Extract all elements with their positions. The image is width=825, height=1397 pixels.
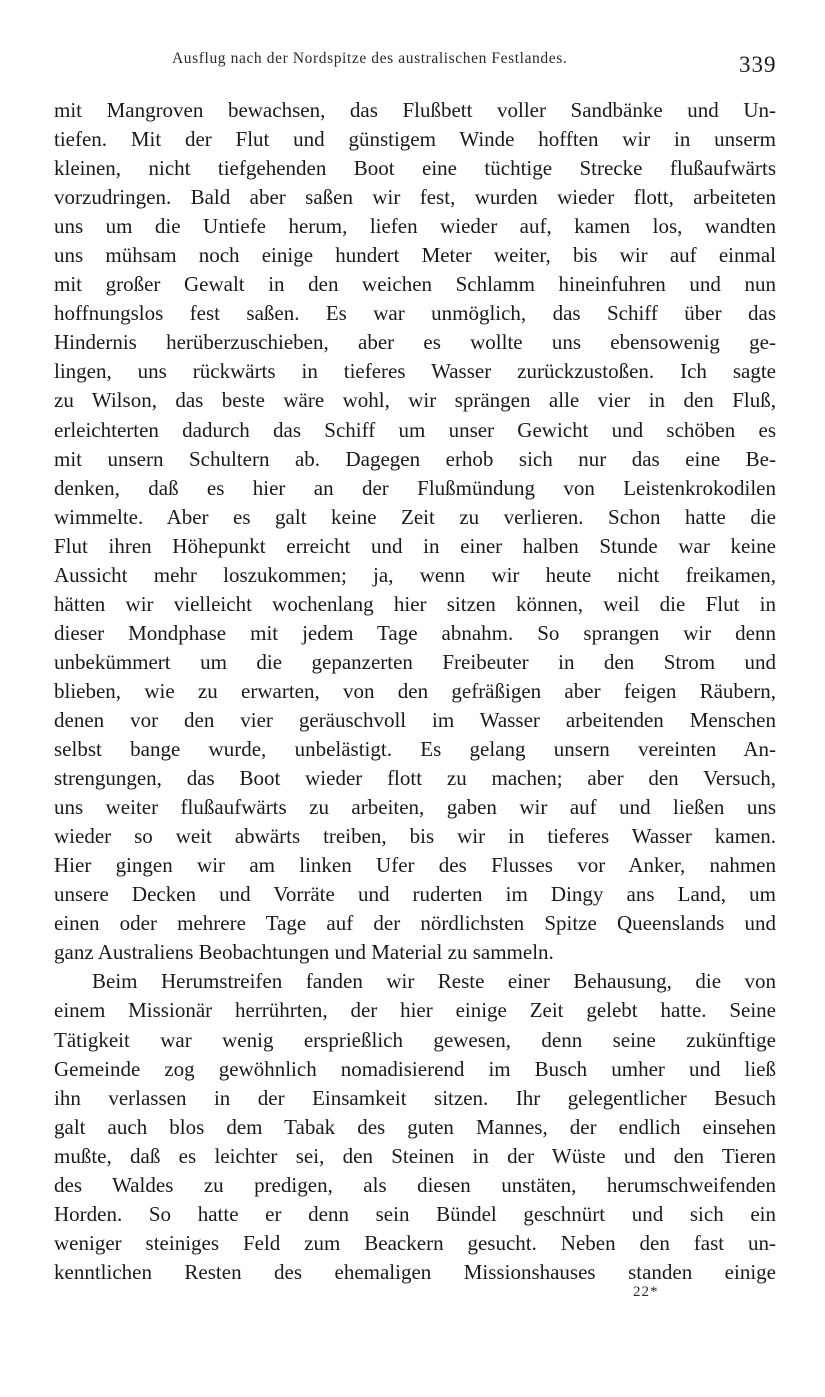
text-line: Tätigkeit war wenig ersprießlich gewesen, denn seine zukünftige: [54, 1027, 776, 1052]
text-line: Beim Herumstreifen fanden wir Reste einer Behausung, die von: [92, 969, 776, 994]
text-line: Horden. So hatte er denn sein Bündel geschnürt und sich ein: [54, 1201, 776, 1226]
text-line: lingen, uns rückwärts in tieferes Wasser zurückzustoßen. Ich sagte: [54, 359, 776, 384]
text-line: uns mühsam noch einige hundert Meter weiter, bis wir auf einmal: [54, 243, 776, 268]
text-line: Aussicht mehr loszukommen; ja, wenn wir heute nicht freikamen,: [54, 562, 776, 587]
text-line: unsere Decken und Vorräte und ruderten im Dingy ans Land, um: [54, 882, 776, 907]
text-line: hoffnungslos fest saßen. Es war unmöglich, das Schiff über das: [54, 301, 776, 326]
text-line: Flut ihren Höhepunkt erreicht und in einer halben Stunde war keine: [54, 533, 776, 558]
text-line: Gemeinde zog gewöhnlich nomadisierend im Busch umher und ließ: [54, 1056, 776, 1081]
text-line: mit großer Gewalt in den weichen Schlamm hineinfuhren und nun: [54, 272, 776, 297]
text-line: zu Wilson, das beste wäre wohl, wir sprängen alle vier in den Fluß,: [54, 388, 776, 413]
text-line: selbst bange wurde, unbelästigt. Es gelang unsern vereinten An-: [54, 737, 776, 762]
text-line: ihn verlassen in der Einsamkeit sitzen. Ihr gelegentlicher Besuch: [54, 1085, 776, 1110]
text-line: uns weiter flußaufwärts zu arbeiten, gaben wir auf und ließen uns: [54, 795, 776, 820]
text-line: weniger steiniges Feld zum Beackern gesucht. Neben den fast un-: [54, 1230, 776, 1255]
signature-mark: 22*: [633, 1284, 659, 1300]
text-line: wieder so weit abwärts treiben, bis wir in tieferes Wasser kamen.: [54, 824, 776, 849]
text-line: dieser Mondphase mit jedem Tage abnahm. So sprangen wir denn: [54, 620, 776, 645]
text-line: mit Mangroven bewachsen, das Flußbett voller Sandbänke und Un-: [54, 98, 776, 122]
text-line: Hier gingen wir am linken Ufer des Flusses vor Anker, nahmen: [54, 853, 776, 878]
text-line: einen oder mehrere Tage auf der nördlichsten Spitze Queenslands und: [54, 911, 776, 936]
text-line: ganz Australiens Beobachtungen und Material zu sammeln.: [54, 940, 554, 965]
text-line: einem Missionär herrührten, der hier einige Zeit gelebt hatte. Seine: [54, 998, 776, 1023]
page-number: 339: [739, 52, 777, 77]
text-line: galt auch blos dem Tabak des guten Mannes, der endlich einsehen: [54, 1114, 776, 1139]
text-line: uns um die Untiefe herum, liefen wieder auf, kamen los, wandten: [54, 214, 776, 239]
text-line: tiefen. Mit der Flut und günstigem Winde hofften wir in unserm: [54, 127, 776, 152]
running-head: Ausflug nach der Nordspitze des australischen Festlandes.: [172, 50, 568, 67]
text-line: hätten wir vielleicht wochenlang hier sitzen können, weil die Flut in: [54, 591, 776, 616]
text-line: denen vor den vier geräuschvoll im Wasser arbeitenden Menschen: [54, 707, 776, 732]
text-line: denken, daß es hier an der Flußmündung von Leistenkrokodilen: [54, 475, 776, 500]
text-line: mußte, daß es leichter sei, den Steinen in der Wüste und den Tieren: [54, 1143, 776, 1168]
text-line: mit unsern Schultern ab. Dagegen erhob sich nur das eine Be-: [54, 446, 776, 471]
text-line: Hindernis herüberzuschieben, aber es wollte uns ebensowenig ge-: [54, 330, 776, 355]
text-line: vorzudringen. Bald aber saßen wir fest, wurden wieder flott, arbeiteten: [54, 185, 776, 210]
body-text: [54, 96, 776, 1287]
text-line: des Waldes zu predigen, als diesen unstäten, herumschweifenden: [54, 1172, 776, 1197]
text-line: kleinen, nicht tiefgehenden Boot eine tüchtige Strecke flußaufwärts: [54, 156, 776, 181]
text-line: erleichterten dadurch das Schiff um unser Gewicht und schöben es: [54, 417, 776, 442]
text-line: wimmelte. Aber es galt keine Zeit zu verlieren. Schon hatte die: [54, 504, 776, 529]
text-line: unbekümmert um die gepanzerten Freibeuter in den Strom und: [54, 649, 776, 674]
text-line: blieben, wie zu erwarten, von den gefräßigen aber feigen Räubern,: [54, 678, 776, 703]
text-line: kenntlichen Resten des ehemaligen Missionshauses standen einige: [54, 1259, 776, 1284]
text-line: strengungen, das Boot wieder flott zu machen; aber den Versuch,: [54, 766, 776, 791]
